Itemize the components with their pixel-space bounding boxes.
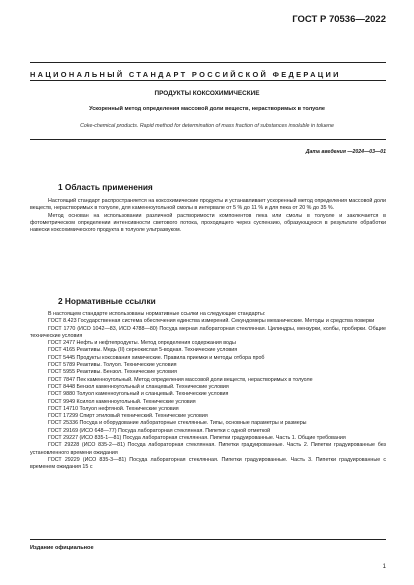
references-intro: В настоящем стандарте использованы нормативные ссылки на следующие стандарты:	[48, 311, 266, 317]
reference-item: ГОСТ 5445 Продукты коксования химические. Правила приемки и методы отбора проб	[48, 354, 265, 361]
footer-rule	[30, 539, 386, 540]
reference-item: ГОСТ 5789 Реактивы. Толуол. Технические условия	[48, 362, 177, 369]
reference-item: ГОСТ 29227 (ИСО 835-1—81) Посуда лабораторная стеклянная. Пипетки градуированные. Часть 1. Общие требования	[48, 435, 346, 442]
effective-date: Дата введения —2024—03—01	[305, 149, 386, 155]
header-rule-bottom	[30, 80, 386, 81]
section-2-heading: 2 Нормативные ссылки	[58, 296, 156, 306]
page-number: 1	[382, 564, 386, 570]
reference-item: ГОСТ 14710 Толуол нефтяной. Технические условия	[48, 405, 179, 412]
reference-item: ГОСТ 1770 (ИСО 1042—83, ИСО 4788—80) Посуда мерная лабораторная стеклянная. Цилиндры, мензурки, колбы, пробирки. Общие технические условия	[30, 325, 386, 339]
reference-item: ГОСТ 9949 Ксилол каменноугольный. Технические условия	[48, 398, 196, 405]
reference-item: ГОСТ 8448 Бензол каменноугольный и сланцевый. Технические условия	[48, 383, 229, 390]
reference-item: ГОСТ 2477 Нефть и нефтепродукты. Метод определения содержания воды	[48, 340, 236, 347]
section-1-paragraph: Метод основан на использовании различной растворимости компонентов пека или смолы в толуоле и заключается в фотометрическом определении интенсивности светового потока, проходящего через суспензию, образующуюся в результате обработки навески коксохимического продукта в толуоле ультразвуком.	[30, 212, 386, 234]
reference-item: ГОСТ 29228 (ИСО 835-2—81) Посуда лабораторная стеклянная. Пипетки градуированные. Часть 2. Пипетки градуированные без установленного времени ожидания	[30, 442, 386, 456]
section-1-paragraph: Настоящий стандарт распространяется на коксохимические продукты и устанавливает ускоренный метод определения массовой доли веществ, нерастворимых в толуоле, для каменноугольной смолы в интервале от 5 % до 11 % и для пека от 20 % до 35 %.	[30, 198, 386, 212]
reference-item: ГОСТ 5955 Реактивы. Бензол. Технические условия	[48, 369, 177, 376]
reference-item: ГОСТ 7847 Пек каменноугольный. Метод определения массовой доли веществ, нерастворимых в толуоле	[48, 376, 313, 383]
section-1-body	[30, 198, 386, 234]
reference-item: ГОСТ 25336 Посуда и оборудование лабораторные стеклянные. Типы, основные параметры и размеры	[48, 420, 307, 427]
reference-item: ГОСТ 17299 Спирт этиловый технический. Технические условия	[48, 413, 208, 420]
reference-item: ГОСТ 9880 Толуол каменноугольный и сланцевый. Технические условия	[48, 391, 229, 398]
edition-label: Издание официальное	[30, 545, 94, 551]
header-rule-top	[30, 62, 386, 63]
products-title: ПРОДУКТЫ КОКСОХИМИЧЕСКИЕ	[154, 90, 260, 97]
section-2-body	[30, 311, 386, 472]
reference-item: ГОСТ 4165 Реактивы. Медь (II) сернокислая 5-водная. Технические условия	[48, 347, 238, 354]
method-title: Ускоренный метод определения массовой доли веществ, нерастворимых в толуоле	[89, 106, 325, 112]
section-1-heading: 1 Область применения	[58, 182, 153, 192]
gost-code: ГОСТ Р 70536—2022	[292, 14, 386, 25]
reference-item: ГОСТ 8.423 Государственная система обеспечения единства измерений. Секундомеры механические. Методы и средства поверки	[48, 318, 375, 325]
english-title: Coke-chemical products. Rapid method for determination of mass fraction of substances insoluble in toluene	[80, 123, 334, 129]
reference-item: ГОСТ 29229 (ИСО 835-3—81) Посуда лабораторная стеклянная. Пипетки градуированные. Часть 3. Пипетки градуированные с временем ожидания 15 с	[30, 456, 386, 471]
title-rule	[30, 139, 386, 140]
reference-item: ГОСТ 29169 (ИСО 648—77) Посуда лабораторная стеклянная. Пипетки с одной отметкой	[48, 427, 271, 434]
standard-title: НАЦИОНАЛЬНЫЙ СТАНДАРТ РОССИЙСКОЙ ФЕДЕРАЦИИ	[30, 70, 341, 79]
